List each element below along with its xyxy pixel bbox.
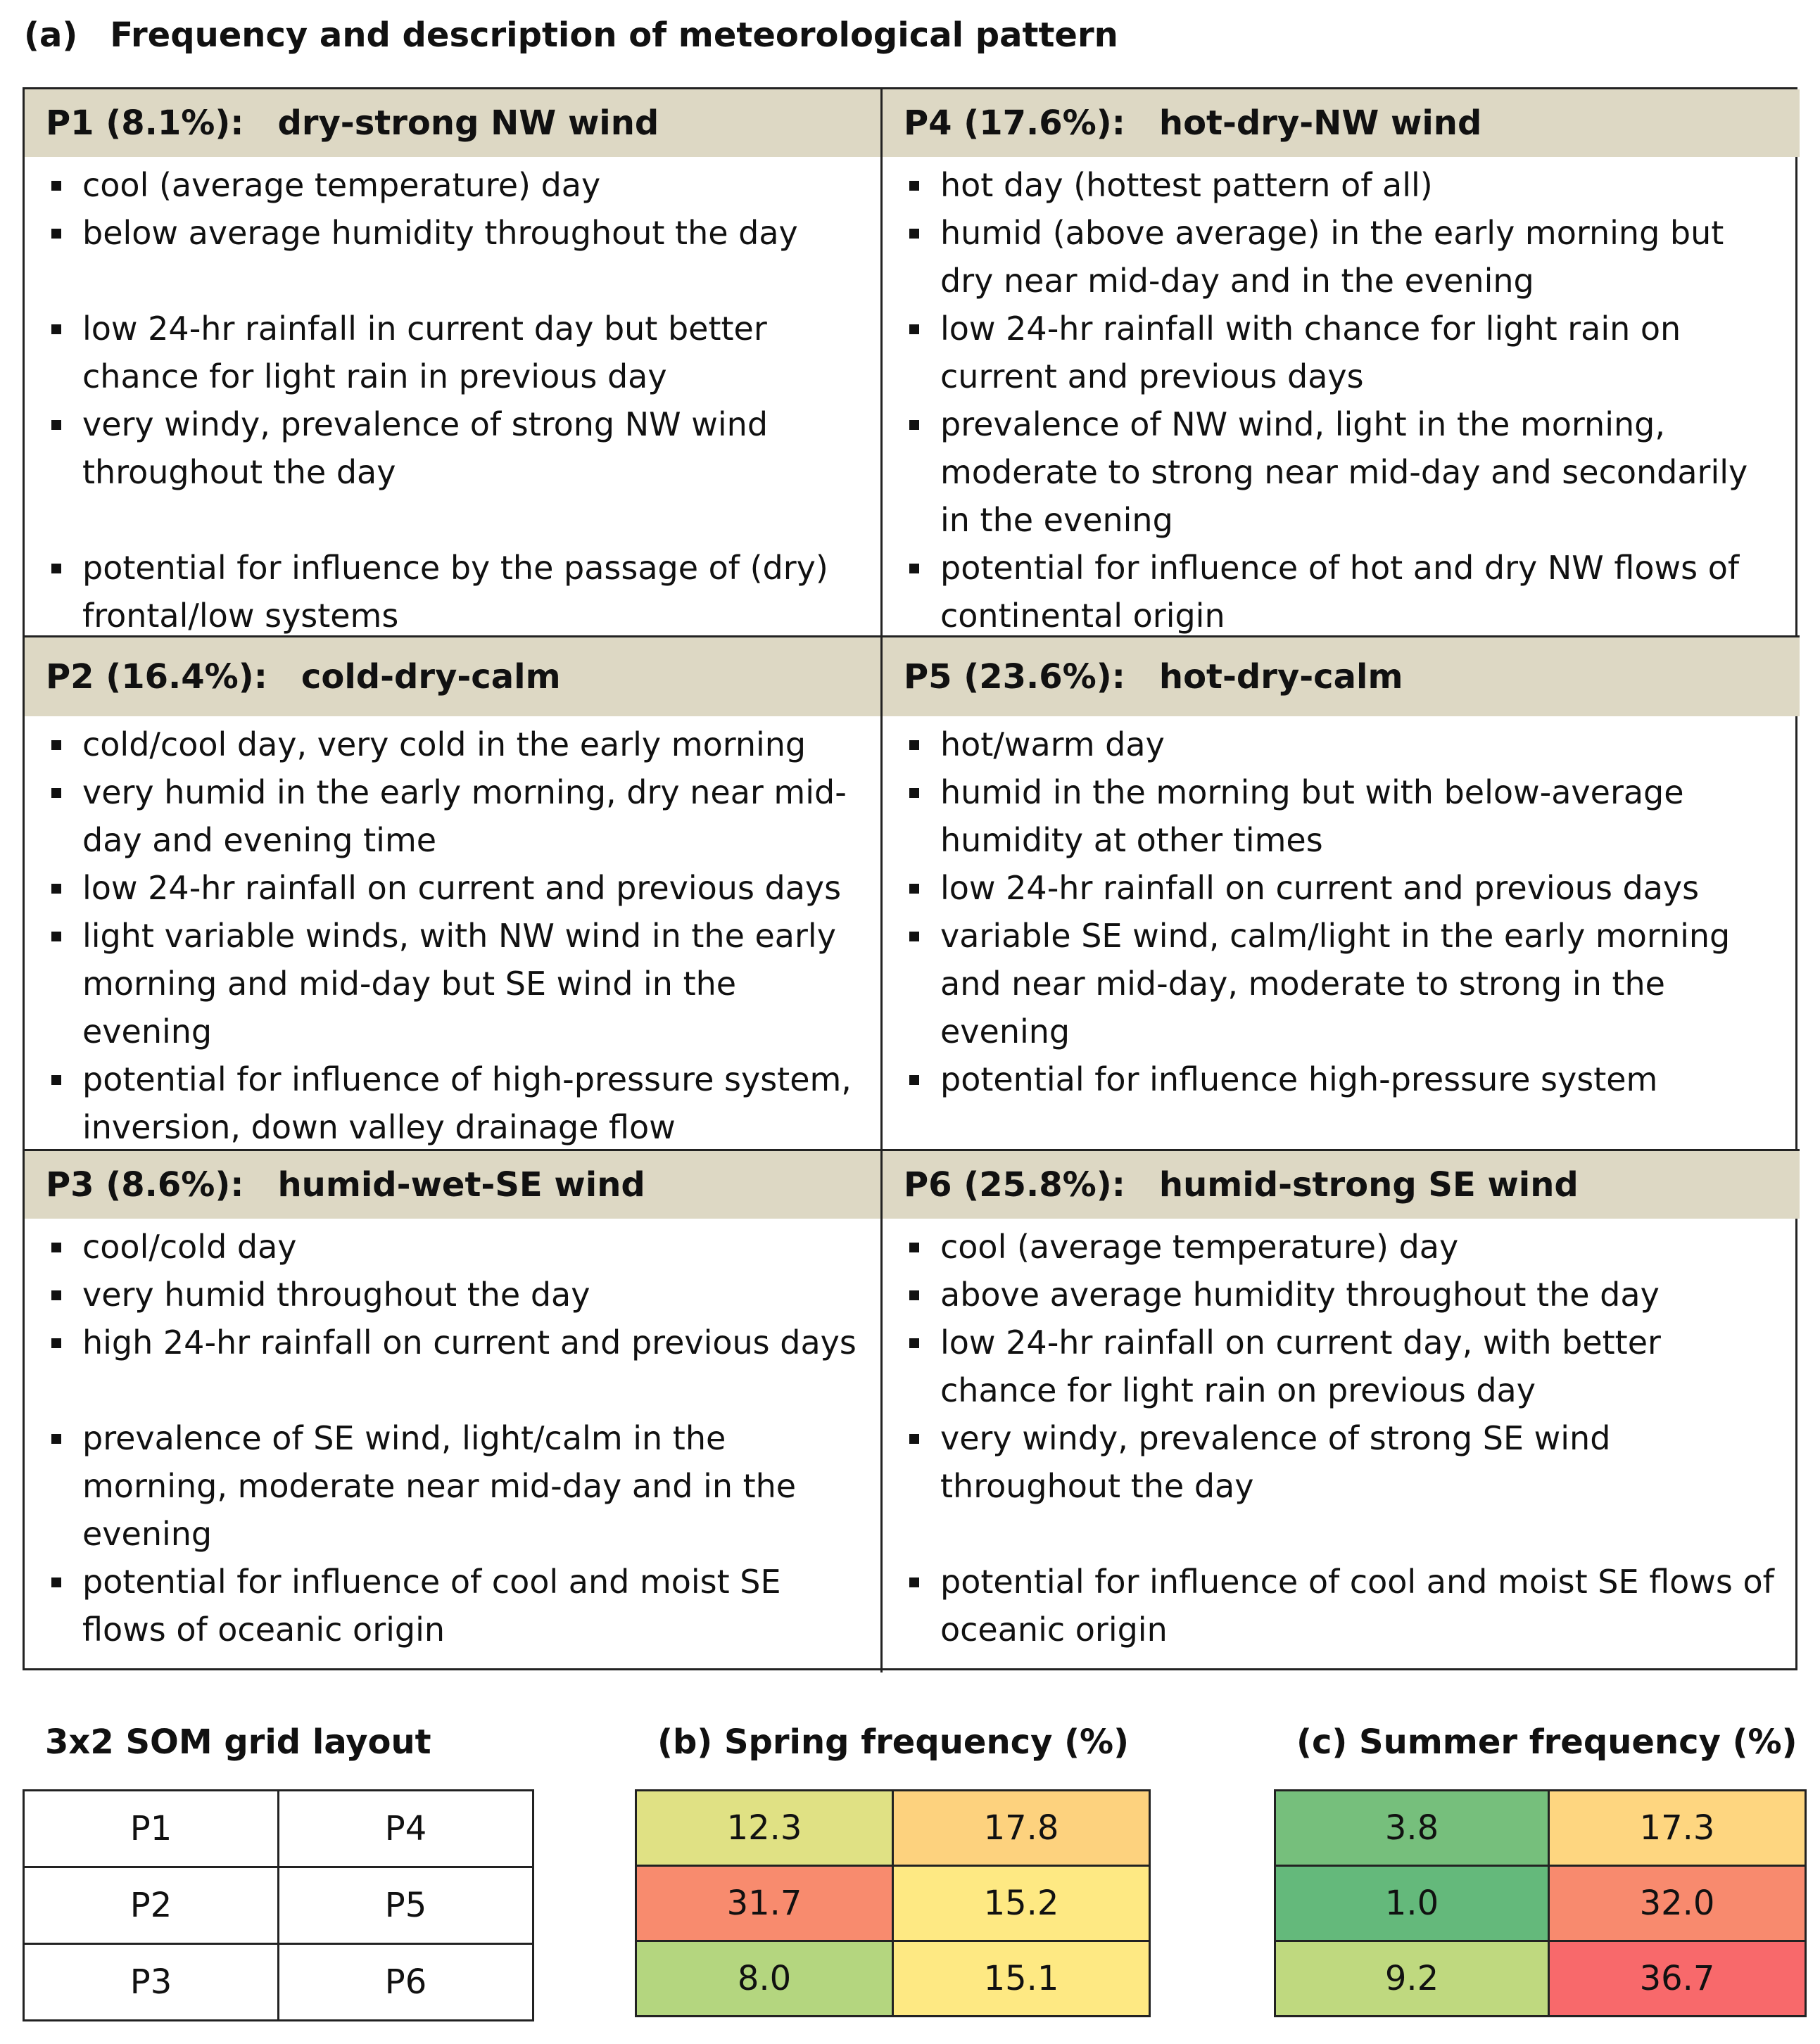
summer-cell: 36.7 — [1549, 1941, 1806, 2017]
pattern-cell-p2 — [25, 637, 883, 1151]
pattern-bullets — [25, 1219, 880, 1653]
bullet-square-icon — [51, 1578, 61, 1587]
spring-cell: 8.0 — [636, 1941, 893, 2017]
pattern-bullets — [25, 716, 880, 1151]
layout-cell: P1 — [24, 1791, 279, 1867]
som-layout-table — [23, 1789, 534, 2021]
pattern-header — [883, 1151, 1800, 1219]
bullet-square-icon — [51, 564, 61, 573]
bullet-square-icon — [51, 229, 61, 239]
table-row — [1275, 1941, 1806, 2017]
bullet-square-icon — [909, 420, 919, 430]
bullet-square-icon — [909, 1338, 919, 1348]
bullet-item: potential for influence by the passage of (dry) frontal/low systems — [46, 544, 866, 637]
bullet-item: low 24-hr rainfall with chance for light rain on current and previous days — [904, 305, 1786, 400]
spring-cell: 15.2 — [893, 1866, 1150, 1941]
pattern-frequency: P4 (17.6%): — [904, 103, 1125, 143]
pattern-name: hot-dry-NW wind — [1158, 103, 1482, 143]
pattern-name: humid-strong SE wind — [1158, 1165, 1579, 1205]
bullet-square-icon — [909, 1434, 919, 1444]
bullet-item: below average humidity throughout the day — [46, 209, 866, 257]
bullet-square-icon — [51, 884, 61, 894]
pattern-frequency: P2 (16.4%): — [46, 657, 267, 697]
bullet-square-icon — [51, 788, 61, 798]
bullet-item: prevalence of NW wind, light in the morning, moderate to strong near mid-day and secondarily in the evening — [904, 400, 1786, 544]
bullet-square-icon — [909, 1075, 919, 1085]
bullet-item: humid (above average) in the early morning but dry near mid-day and in the evening — [904, 209, 1786, 305]
summer-cell: 3.8 — [1275, 1791, 1549, 1866]
pattern-header — [25, 1151, 880, 1219]
pattern-header — [883, 89, 1800, 157]
bullet-item: low 24-hr rainfall on current day, with better chance for light rain on previous day — [904, 1319, 1786, 1414]
bullet-square-icon — [909, 229, 919, 239]
summer-cell: 9.2 — [1275, 1941, 1549, 2017]
pattern-frequency: P5 (23.6%): — [904, 657, 1125, 697]
pattern-cell-p5 — [883, 637, 1800, 1151]
figure-title — [24, 15, 1118, 55]
table-row — [1275, 1791, 1806, 1866]
bullet-square-icon — [51, 324, 61, 334]
bullet-square-icon — [51, 740, 61, 750]
bullet-square-icon — [909, 932, 919, 941]
pattern-frequency: P3 (8.6%): — [46, 1165, 244, 1205]
spring-cell: 17.8 — [893, 1791, 1150, 1866]
bullet-square-icon — [909, 884, 919, 894]
bullet-square-icon — [909, 324, 919, 334]
summer-frequency-title: (c) Summer frequency (%) — [1296, 1722, 1797, 1762]
pattern-cell-p3 — [25, 1151, 883, 1672]
pattern-cell-p1 — [25, 89, 883, 637]
bullet-square-icon — [909, 1578, 919, 1587]
table-row — [24, 1791, 533, 1867]
bullet-item: potential for influence of high-pressure system, inversion, down valley drainage flow — [46, 1055, 866, 1151]
bullet-square-icon — [51, 1434, 61, 1444]
bullet-item: cool (average temperature) day — [46, 161, 866, 209]
bullet-square-icon — [51, 1075, 61, 1085]
table-row — [24, 1944, 533, 2021]
spring-cell: 15.1 — [893, 1941, 1150, 2017]
bullet-square-icon — [909, 740, 919, 750]
bullet-square-icon — [51, 1338, 61, 1348]
summer-cell: 1.0 — [1275, 1866, 1549, 1941]
summer-frequency-table — [1274, 1789, 1807, 2017]
pattern-cell-p6 — [883, 1151, 1800, 1672]
bullet-item: above average humidity throughout the day — [904, 1271, 1786, 1319]
layout-cell: P6 — [279, 1944, 533, 2021]
spring-cell: 31.7 — [636, 1866, 893, 1941]
bullet-item: very humid in the early morning, dry near mid-day and evening time — [46, 768, 866, 864]
spring-cell: 12.3 — [636, 1791, 893, 1866]
table-row — [636, 1866, 1150, 1941]
bullet-square-icon — [909, 1290, 919, 1300]
spring-frequency-title: (b) Spring frequency (%) — [657, 1722, 1130, 1762]
som-layout-title: 3x2 SOM grid layout — [45, 1722, 431, 1762]
layout-cell: P2 — [24, 1867, 279, 1944]
layout-cell: P5 — [279, 1867, 533, 1944]
bullet-item: hot day (hottest pattern of all) — [904, 161, 1786, 209]
bullet-square-icon — [51, 420, 61, 430]
pattern-bullets — [883, 157, 1800, 637]
pattern-name: dry-strong NW wind — [277, 103, 659, 143]
bullet-square-icon — [909, 1243, 919, 1252]
bullet-item: cool (average temperature) day — [904, 1223, 1786, 1271]
layout-cell: P4 — [279, 1791, 533, 1867]
figure-title-text: Frequency and description of meteorological pattern — [110, 15, 1118, 55]
bullet-square-icon — [909, 788, 919, 798]
pattern-bullets — [883, 1219, 1800, 1653]
bullet-item: potential for influence of cool and moist SE flows of oceanic origin — [46, 1558, 866, 1653]
pattern-frequency: P6 (25.8%): — [904, 1165, 1125, 1205]
pattern-bullets — [25, 157, 880, 637]
bullet-square-icon — [51, 932, 61, 941]
bullet-item: cool/cold day — [46, 1223, 866, 1271]
bullet-item: very windy, prevalence of strong NW wind throughout the day — [46, 400, 866, 496]
layout-cell: P3 — [24, 1944, 279, 2021]
bullet-item: cold/cool day, very cold in the early morning — [46, 721, 866, 768]
bullet-item: low 24-hr rainfall on current and previous days — [46, 864, 866, 912]
bullet-item: hot/warm day — [904, 721, 1786, 768]
bullet-item: potential for influence of hot and dry NW flows of continental origin — [904, 544, 1786, 637]
pattern-name: hot-dry-calm — [1158, 657, 1403, 697]
pattern-header — [25, 89, 880, 157]
pattern-bullets — [883, 716, 1800, 1103]
bullet-item: low 24-hr rainfall in current day but better chance for light rain in previous day — [46, 305, 866, 400]
pattern-name: cold-dry-calm — [301, 657, 561, 697]
pattern-cell-p4 — [883, 89, 1800, 637]
table-row — [636, 1791, 1150, 1866]
table-row — [24, 1867, 533, 1944]
bullet-square-icon — [909, 564, 919, 573]
bullet-item: very windy, prevalence of strong SE wind throughout the day — [904, 1414, 1786, 1510]
summer-cell: 17.3 — [1549, 1791, 1806, 1866]
bullet-item: potential for influence of cool and moist SE flows of oceanic origin — [904, 1558, 1786, 1653]
pattern-name: humid-wet-SE wind — [277, 1165, 645, 1205]
pattern-header — [25, 637, 880, 716]
bullet-item: variable SE wind, calm/light in the early morning and near mid-day, moderate to strong in the evening — [904, 912, 1786, 1055]
bullet-square-icon — [51, 1290, 61, 1300]
bullet-item: prevalence of SE wind, light/calm in the morning, moderate near mid-day and in the evening — [46, 1414, 866, 1558]
bullet-item: potential for influence high-pressure system — [904, 1055, 1786, 1103]
table-row — [1275, 1866, 1806, 1941]
bullet-item: high 24-hr rainfall on current and previous days — [46, 1319, 866, 1366]
pattern-frequency: P1 (8.1%): — [46, 103, 244, 143]
pattern-grid — [23, 87, 1797, 1670]
bullet-square-icon — [909, 181, 919, 191]
summer-cell: 32.0 — [1549, 1866, 1806, 1941]
pattern-header — [883, 637, 1800, 716]
bullet-item: very humid throughout the day — [46, 1271, 866, 1319]
bullet-square-icon — [51, 181, 61, 191]
bullet-item: low 24-hr rainfall on current and previous days — [904, 864, 1786, 912]
bullet-item: light variable winds, with NW wind in the early morning and mid-day but SE wind in the evening — [46, 912, 866, 1055]
spring-frequency-table — [635, 1789, 1151, 2017]
figure-label: (a) — [24, 15, 78, 55]
bullet-item: humid in the morning but with below-average humidity at other times — [904, 768, 1786, 864]
bullet-square-icon — [51, 1243, 61, 1252]
table-row — [636, 1941, 1150, 2017]
